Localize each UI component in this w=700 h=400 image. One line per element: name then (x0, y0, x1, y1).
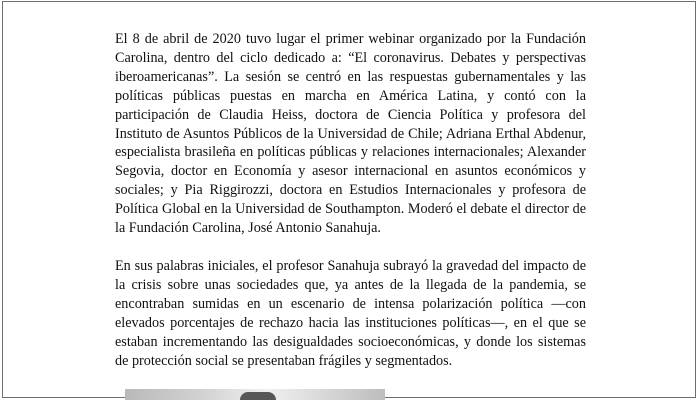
paragraph-sanahuja-remarks: En sus palabras iniciales, el profesor Sanahuja subrayó la gravedad del impacto de la crisis sobre unas sociedades que, ya antes de la llegada de la pandemia, se encontraban sumidas en un escenario de intensa polarización política —con elevados porcentajes de rechazo hacia las instituciones políticas—, en el que se estaban incrementando las desigualdades socioeconómicas, y donde los sistemas de protección social se presentaban frágiles y segmentados. (115, 257, 586, 369)
photo-subject-shape (240, 392, 276, 400)
cropped-photo (125, 389, 385, 400)
document-body (115, 30, 586, 370)
paragraph-webinar-intro: El 8 de abril de 2020 tuvo lugar el primer webinar organizado por la Fundación Carolina, dentro del ciclo dedicado a: “El coronavirus. Debates y perspectivas iberoamericanas”. La sesión se centró en las respuestas gubernamentales y las políticas públicas puestas en marcha en América Latina, y contó con la participación de Claudia Heiss, doctora de Ciencia Política y profesora del Instituto de Asuntos Públicos de la Universidad de Chile; Adriana Erthal Abdenur, especialista brasileña en políticas públicas y relaciones internacionales; Alexander Segovia, doctor en Economía y asesor internacional en asuntos económicos y sociales; y Pia Riggirozzi, doctora en Estudios Internacionales y profesora de Política Global en la Universidad de Southampton. Moderó el debate el director de la Fundación Carolina, José Antonio Sanahuja. (115, 31, 586, 237)
